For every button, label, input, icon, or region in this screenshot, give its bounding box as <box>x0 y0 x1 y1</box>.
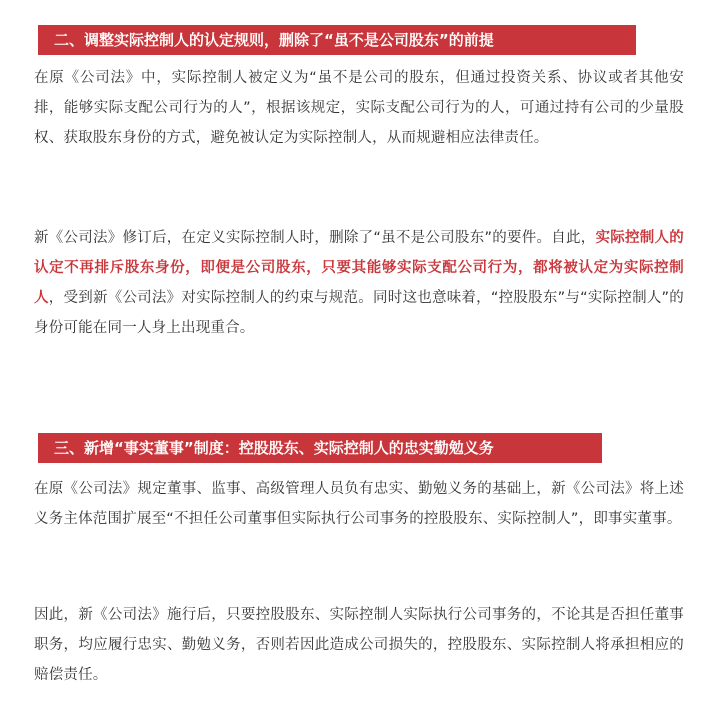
paragraph-original-definition: 在原《公司法》中，实际控制人被定义为“虽不是公司的股东，但通过投资关系、协议或者其他安排，能够实际支配公司行为的人”，根据该规定，实际支配公司行为的人，可通过持有公司的少量股权、获取股东身份的方式，避免被认定为实际控制人，从而规避相应法律责任。 <box>34 70 684 146</box>
paragraph-text-before: 新《公司法》修订后，在定义实际控制人时，删除了“虽不是公司股东”的要件。自此， <box>34 230 596 246</box>
paragraph-duty-scope-expansion: 在原《公司法》规定董事、监事、高级管理人员负有忠实、勤勉义务的基础上，新《公司法》将上述义务主体范围扩展至“不担任公司董事但实际执行公司事务的控股股东、实际控制人”，即事实董事。 <box>34 481 684 527</box>
paragraph-text-after: ，受到新《公司法》对实际控制人的约束与规范。同时这也意味着，“控股股东”与“实际控制人”的身份可能在同一人身上出现重合。 <box>34 290 685 336</box>
paragraph-revised-definition <box>34 223 684 343</box>
highlighted-text: 实际控制人的认定不再排斥股东身份，即便是公司股东，只要其能够实际支配公司行为，都将被认定为实际控制人 <box>34 230 684 306</box>
section-header-adjust-controller-rules: 二、调整实际控制人的认定规则，删除了“虽不是公司股东”的前提 <box>38 25 636 55</box>
paragraph-liability-consequence: 因此，新《公司法》施行后，只要控股股东、实际控制人实际执行公司事务的，不论其是否担任董事职务，均应履行忠实、勤勉义务，否则若因此造成公司损失的，控股股东、实际控制人将承担相应的赔偿责任。 <box>34 607 684 683</box>
section-header-de-facto-director: 三、新增“事实董事”制度：控股股东、实际控制人的忠实勤勉义务 <box>38 433 602 463</box>
